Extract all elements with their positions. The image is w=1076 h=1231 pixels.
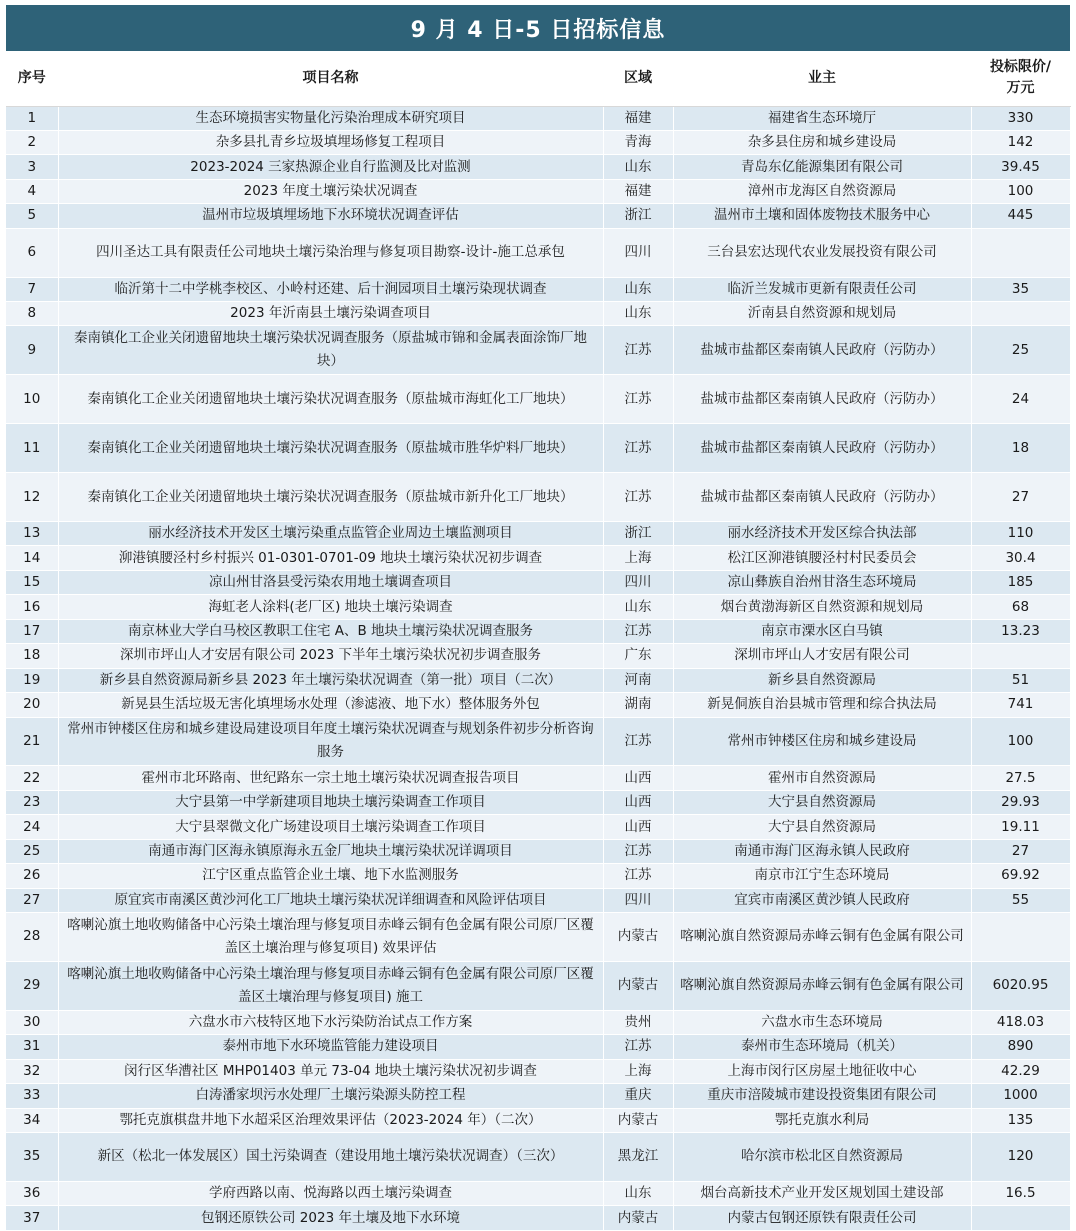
cell-region: 四川 <box>603 888 673 912</box>
cell-no: 1 <box>6 106 58 130</box>
table-row <box>6 961 1070 1010</box>
cell-no: 35 <box>6 1133 58 1182</box>
cell-region: 山西 <box>603 815 673 839</box>
cell-region: 江苏 <box>603 619 673 643</box>
cell-owner: 泰州市生态环境局（机关） <box>673 1035 971 1059</box>
cell-region: 青海 <box>603 130 673 154</box>
cell-owner: 鄂托克旗水利局 <box>673 1108 971 1132</box>
cell-region: 重庆 <box>603 1084 673 1108</box>
cell-name: 新晃县生活垃圾无害化填埋场水处理（渗滤液、地下水）整体服务外包 <box>58 693 603 717</box>
cell-name: 泰州市地下水环境监管能力建设项目 <box>58 1035 603 1059</box>
cell-owner: 内蒙古包钢还原铁有限责任公司 <box>673 1206 971 1230</box>
table-row <box>6 228 1070 277</box>
table-row <box>6 570 1070 594</box>
table-row <box>6 326 1070 375</box>
table-row <box>6 1059 1070 1083</box>
cell-region: 河南 <box>603 668 673 692</box>
header-region: 区域 <box>603 51 673 106</box>
table-row <box>6 790 1070 814</box>
table-row <box>6 815 1070 839</box>
table-row <box>6 839 1070 863</box>
cell-region: 内蒙古 <box>603 1206 673 1230</box>
header-price <box>971 51 1070 106</box>
cell-price: 35 <box>971 277 1070 301</box>
cell-name: 南京林业大学白马校区教职工住宅 A、B 地块土壤污染状况调查服务 <box>58 619 603 643</box>
cell-no: 19 <box>6 668 58 692</box>
cell-name: 2023-2024 三家热源企业自行监测及比对监测 <box>58 155 603 179</box>
cell-region: 黑龙江 <box>603 1133 673 1182</box>
cell-region: 江苏 <box>603 326 673 375</box>
cell-owner: 漳州市龙海区自然资源局 <box>673 179 971 203</box>
header-price-line1: 投标限价/ <box>989 59 1052 76</box>
cell-owner: 南京市江宁生态环境局 <box>673 864 971 888</box>
cell-no: 11 <box>6 424 58 473</box>
cell-price: 6020.95 <box>971 961 1070 1010</box>
cell-no: 3 <box>6 155 58 179</box>
cell-name: 学府西路以南、悦海路以西土壤污染调查 <box>58 1181 603 1205</box>
cell-no: 17 <box>6 619 58 643</box>
cell-owner: 盐城市盐都区秦南镇人民政府（污防办） <box>673 473 971 522</box>
cell-region: 江苏 <box>603 864 673 888</box>
cell-price: 110 <box>971 522 1070 546</box>
cell-region: 山西 <box>603 766 673 790</box>
cell-price: 42.29 <box>971 1059 1070 1083</box>
table-row <box>6 424 1070 473</box>
cell-owner: 盐城市盐都区秦南镇人民政府（污防办） <box>673 424 971 473</box>
cell-name: 南通市海门区海永镇原海永五金厂地块土壤污染状况详调项目 <box>58 839 603 863</box>
cell-price: 1000 <box>971 1084 1070 1108</box>
table-row <box>6 155 1070 179</box>
cell-no: 34 <box>6 1108 58 1132</box>
cell-no: 24 <box>6 815 58 839</box>
cell-no: 2 <box>6 130 58 154</box>
cell-name: 四川圣达工具有限责任公司地块土壤污染治理与修复项目勘察-设计-施工总承包 <box>58 228 603 277</box>
table-row <box>6 595 1070 619</box>
bid-info-sheet <box>6 5 1070 1231</box>
cell-owner: 深圳市坪山人才安居有限公司 <box>673 644 971 668</box>
cell-price: 890 <box>971 1035 1070 1059</box>
cell-name: 生态环境损害实物量化污染治理成本研究项目 <box>58 106 603 130</box>
cell-price: 13.23 <box>971 619 1070 643</box>
cell-no: 28 <box>6 913 58 962</box>
header-index: 序号 <box>6 51 58 106</box>
table-row <box>6 473 1070 522</box>
cell-price: 18 <box>971 424 1070 473</box>
cell-price: 16.5 <box>971 1181 1070 1205</box>
cell-name: 喀喇沁旗土地收购储备中心污染土壤治理与修复项目赤峰云铜有色金属有限公司原厂区覆盖区土壤治理与修复项目) 效果评估 <box>58 913 603 962</box>
cell-owner: 福建省生态环境厅 <box>673 106 971 130</box>
cell-name: 新区（松北一体发展区）国土污染调查（建设用地土壤污染状况调查）（三次） <box>58 1133 603 1182</box>
cell-owner: 新乡县自然资源局 <box>673 668 971 692</box>
cell-no: 23 <box>6 790 58 814</box>
cell-price: 185 <box>971 570 1070 594</box>
cell-owner: 喀喇沁旗自然资源局赤峰云铜有色金属有限公司 <box>673 961 971 1010</box>
table-row <box>6 204 1070 228</box>
cell-owner: 烟台高新技术产业开发区规划国土建设部 <box>673 1181 971 1205</box>
cell-owner: 温州市土壤和固体废物技术服务中心 <box>673 204 971 228</box>
cell-no: 20 <box>6 693 58 717</box>
table-row <box>6 766 1070 790</box>
cell-owner: 常州市钟楼区住房和城乡建设局 <box>673 717 971 766</box>
table-row <box>6 130 1070 154</box>
cell-price: 69.92 <box>971 864 1070 888</box>
cell-owner: 沂南县自然资源和规划局 <box>673 302 971 326</box>
cell-price: 27 <box>971 473 1070 522</box>
table-row <box>6 522 1070 546</box>
cell-owner: 新晃侗族自治县城市管理和综合执法局 <box>673 693 971 717</box>
table-row <box>6 277 1070 301</box>
cell-price: 100 <box>971 717 1070 766</box>
table-row <box>6 1206 1070 1230</box>
table-row <box>6 888 1070 912</box>
cell-no: 15 <box>6 570 58 594</box>
cell-price <box>971 228 1070 277</box>
header-price-line2: 万元 <box>1006 80 1035 97</box>
cell-name: 临沂第十二中学桃李校区、小岭村还建、后十涧园项目土壤污染现状调查 <box>58 277 603 301</box>
table-row <box>6 864 1070 888</box>
table-row <box>6 1181 1070 1205</box>
cell-owner: 大宁县自然资源局 <box>673 815 971 839</box>
header-row <box>6 51 1070 106</box>
cell-owner: 青岛东亿能源集团有限公司 <box>673 155 971 179</box>
cell-price: 418.03 <box>971 1010 1070 1034</box>
cell-name: 常州市钟楼区住房和城乡建设局建设项目年度土壤污染状况调查与规划条件初步分析咨询服务 <box>58 717 603 766</box>
cell-no: 14 <box>6 546 58 570</box>
cell-no: 37 <box>6 1206 58 1230</box>
cell-name: 2023 年度土壤污染状况调查 <box>58 179 603 203</box>
cell-no: 32 <box>6 1059 58 1083</box>
cell-region: 山东 <box>603 595 673 619</box>
cell-region: 内蒙古 <box>603 913 673 962</box>
cell-owner: 喀喇沁旗自然资源局赤峰云铜有色金属有限公司 <box>673 913 971 962</box>
cell-no: 5 <box>6 204 58 228</box>
cell-price: 25 <box>971 326 1070 375</box>
cell-region: 四川 <box>603 570 673 594</box>
cell-name: 深圳市坪山人才安居有限公司 2023 下半年土壤污染状况初步调查服务 <box>58 644 603 668</box>
cell-no: 33 <box>6 1084 58 1108</box>
cell-region: 江苏 <box>603 424 673 473</box>
cell-owner: 松江区泖港镇腰泾村村民委员会 <box>673 546 971 570</box>
table-row <box>6 179 1070 203</box>
table-row <box>6 1010 1070 1034</box>
cell-no: 6 <box>6 228 58 277</box>
cell-name: 大宁县第一中学新建项目地块土壤污染调查工作项目 <box>58 790 603 814</box>
cell-price: 27.5 <box>971 766 1070 790</box>
cell-name: 大宁县翠微文化广场建设项目土壤污染调查工作项目 <box>58 815 603 839</box>
cell-region: 江苏 <box>603 839 673 863</box>
cell-no: 31 <box>6 1035 58 1059</box>
cell-no: 8 <box>6 302 58 326</box>
cell-region: 福建 <box>603 179 673 203</box>
cell-price: 19.11 <box>971 815 1070 839</box>
cell-owner: 盐城市盐都区秦南镇人民政府（污防办） <box>673 326 971 375</box>
cell-no: 13 <box>6 522 58 546</box>
cell-price: 135 <box>971 1108 1070 1132</box>
table-row <box>6 913 1070 962</box>
cell-price: 330 <box>971 106 1070 130</box>
cell-no: 7 <box>6 277 58 301</box>
cell-region: 山东 <box>603 302 673 326</box>
cell-price: 120 <box>971 1133 1070 1182</box>
cell-no: 12 <box>6 473 58 522</box>
header-owner: 业主 <box>673 51 971 106</box>
cell-no: 10 <box>6 375 58 424</box>
table-row <box>6 302 1070 326</box>
cell-name: 秦南镇化工企业关闭遗留地块土壤污染状况调查服务（原盐城市锦和金属表面涂饰厂地块） <box>58 326 603 375</box>
cell-price: 142 <box>971 130 1070 154</box>
cell-owner: 丽水经济技术开发区综合执法部 <box>673 522 971 546</box>
table-row <box>6 1133 1070 1182</box>
page-title: 9 月 4 日-5 日招标信息 <box>6 5 1070 51</box>
cell-name: 江宁区重点监管企业土壤、地下水监测服务 <box>58 864 603 888</box>
cell-owner: 烟台黄渤海新区自然资源和规划局 <box>673 595 971 619</box>
cell-price: 741 <box>971 693 1070 717</box>
table-row <box>6 619 1070 643</box>
cell-region: 山东 <box>603 155 673 179</box>
cell-price: 29.93 <box>971 790 1070 814</box>
cell-no: 25 <box>6 839 58 863</box>
cell-owner: 宜宾市南溪区黄沙镇人民政府 <box>673 888 971 912</box>
cell-name: 霍州市北环路南、世纪路东一宗土地土壤污染状况调查报告项目 <box>58 766 603 790</box>
cell-region: 江苏 <box>603 473 673 522</box>
cell-name: 凉山州甘洛县受污染农用地土壤调查项目 <box>58 570 603 594</box>
table-row <box>6 1084 1070 1108</box>
cell-price: 39.45 <box>971 155 1070 179</box>
cell-name: 2023 年沂南县土壤污染调查项目 <box>58 302 603 326</box>
cell-owner: 哈尔滨市松北区自然资源局 <box>673 1133 971 1182</box>
cell-owner: 重庆市涪陵城市建设投资集团有限公司 <box>673 1084 971 1108</box>
cell-price <box>971 913 1070 962</box>
cell-region: 内蒙古 <box>603 961 673 1010</box>
cell-no: 26 <box>6 864 58 888</box>
cell-region: 山东 <box>603 1181 673 1205</box>
cell-owner: 霍州市自然资源局 <box>673 766 971 790</box>
cell-region: 江苏 <box>603 375 673 424</box>
cell-price <box>971 644 1070 668</box>
table-row <box>6 693 1070 717</box>
cell-no: 4 <box>6 179 58 203</box>
cell-owner: 大宁县自然资源局 <box>673 790 971 814</box>
cell-owner: 南京市溧水区白马镇 <box>673 619 971 643</box>
cell-region: 贵州 <box>603 1010 673 1034</box>
table-row <box>6 1108 1070 1132</box>
table-row <box>6 668 1070 692</box>
cell-name: 秦南镇化工企业关闭遗留地块土壤污染状况调查服务（原盐城市胜华炉料厂地块） <box>58 424 603 473</box>
cell-name: 泖港镇腰泾村乡村振兴 01-0301-0701-09 地块土壤污染状况初步调查 <box>58 546 603 570</box>
table-body <box>6 106 1070 1230</box>
cell-name: 原宜宾市南溪区黄沙河化工厂地块土壤污染状况详细调查和风险评估项目 <box>58 888 603 912</box>
cell-region: 江苏 <box>603 717 673 766</box>
cell-price <box>971 302 1070 326</box>
cell-region: 山东 <box>603 277 673 301</box>
cell-price: 55 <box>971 888 1070 912</box>
cell-no: 30 <box>6 1010 58 1034</box>
cell-name: 六盘水市六枝特区地下水污染防治试点工作方案 <box>58 1010 603 1034</box>
cell-region: 山西 <box>603 790 673 814</box>
cell-price: 51 <box>971 668 1070 692</box>
cell-region: 福建 <box>603 106 673 130</box>
cell-name: 杂多县扎青乡垃圾填埋场修复工程项目 <box>58 130 603 154</box>
cell-region: 上海 <box>603 546 673 570</box>
header-name: 项目名称 <box>58 51 603 106</box>
cell-price: 445 <box>971 204 1070 228</box>
table-row <box>6 644 1070 668</box>
cell-name: 闵行区华漕社区 MHP01403 单元 73-04 地块土壤污染状况初步调查 <box>58 1059 603 1083</box>
cell-region: 湖南 <box>603 693 673 717</box>
cell-name: 包钢还原铁公司 2023 年土壤及地下水环境 <box>58 1206 603 1230</box>
table-row <box>6 1035 1070 1059</box>
cell-price <box>971 1206 1070 1230</box>
cell-no: 22 <box>6 766 58 790</box>
cell-region: 广东 <box>603 644 673 668</box>
table-row <box>6 717 1070 766</box>
cell-price: 24 <box>971 375 1070 424</box>
cell-owner: 凉山彝族自治州甘洛生态环境局 <box>673 570 971 594</box>
cell-name: 白涛潘家坝污水处理厂土壤污染源头防控工程 <box>58 1084 603 1108</box>
cell-no: 16 <box>6 595 58 619</box>
cell-name: 温州市垃圾填埋场地下水环境状况调查评估 <box>58 204 603 228</box>
cell-no: 27 <box>6 888 58 912</box>
cell-no: 9 <box>6 326 58 375</box>
cell-name: 鄂托克旗棋盘井地下水超采区治理效果评估（2023-2024 年）（二次） <box>58 1108 603 1132</box>
table-row <box>6 375 1070 424</box>
cell-name: 海虹老人涂料(老厂区) 地块土壤污染调查 <box>58 595 603 619</box>
cell-owner: 临沂兰发城市更新有限责任公司 <box>673 277 971 301</box>
cell-owner: 六盘水市生态环境局 <box>673 1010 971 1034</box>
table-row <box>6 546 1070 570</box>
cell-region: 浙江 <box>603 204 673 228</box>
cell-region: 浙江 <box>603 522 673 546</box>
cell-no: 21 <box>6 717 58 766</box>
cell-name: 秦南镇化工企业关闭遗留地块土壤污染状况调查服务（原盐城市新升化工厂地块） <box>58 473 603 522</box>
cell-no: 18 <box>6 644 58 668</box>
bid-table <box>6 51 1071 1231</box>
cell-price: 30.4 <box>971 546 1070 570</box>
cell-price: 100 <box>971 179 1070 203</box>
cell-name: 秦南镇化工企业关闭遗留地块土壤污染状况调查服务（原盐城市海虹化工厂地块） <box>58 375 603 424</box>
cell-name: 新乡县自然资源局新乡县 2023 年土壤污染状况调查（第一批）项目（二次） <box>58 668 603 692</box>
cell-name: 喀喇沁旗土地收购储备中心污染土壤治理与修复项目赤峰云铜有色金属有限公司原厂区覆盖区土壤治理与修复项目) 施工 <box>58 961 603 1010</box>
cell-owner: 杂多县住房和城乡建设局 <box>673 130 971 154</box>
cell-price: 68 <box>971 595 1070 619</box>
cell-region: 上海 <box>603 1059 673 1083</box>
cell-owner: 盐城市盐都区秦南镇人民政府（污防办） <box>673 375 971 424</box>
cell-region: 四川 <box>603 228 673 277</box>
cell-owner: 上海市闵行区房屋土地征收中心 <box>673 1059 971 1083</box>
table-row <box>6 106 1070 130</box>
cell-owner: 南通市海门区海永镇人民政府 <box>673 839 971 863</box>
cell-name: 丽水经济技术开发区土壤污染重点监管企业周边土壤监测项目 <box>58 522 603 546</box>
cell-owner: 三台县宏达现代农业发展投资有限公司 <box>673 228 971 277</box>
cell-no: 29 <box>6 961 58 1010</box>
cell-region: 内蒙古 <box>603 1108 673 1132</box>
cell-price: 27 <box>971 839 1070 863</box>
cell-region: 江苏 <box>603 1035 673 1059</box>
cell-no: 36 <box>6 1181 58 1205</box>
